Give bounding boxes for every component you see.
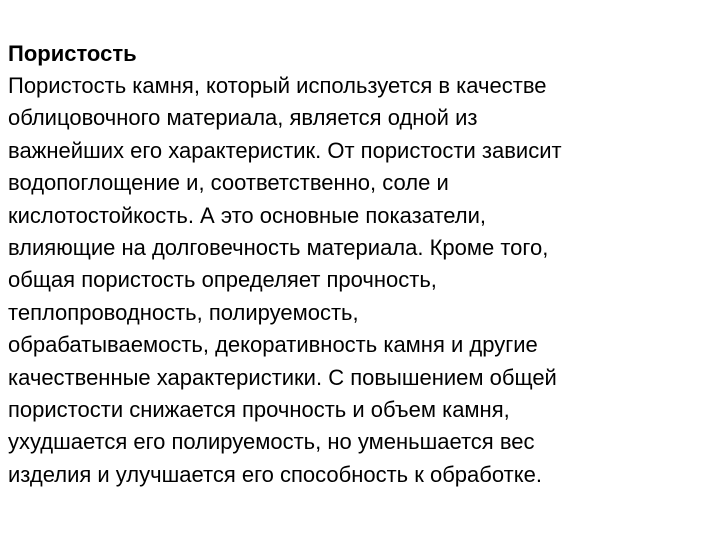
- body-line: облицовочного материала, является одной из: [8, 105, 478, 131]
- body-line: теплопроводность, полируемость,: [8, 299, 359, 325]
- body-line: обрабатываемость, декоративность камня и другие: [8, 332, 538, 358]
- body-line: ухудшается его полируемость, но уменьшается вес: [8, 429, 535, 455]
- body-line: пористости снижается прочность и объем камня,: [8, 397, 510, 423]
- body-line: влияющие на долговечность материала. Кроме того,: [8, 235, 549, 261]
- body-line: общая пористость определяет прочность,: [8, 267, 437, 293]
- body-line: кислотостойкость. А это основные показатели,: [8, 202, 487, 228]
- body-line: водопоглощение и, соответственно, соле и: [8, 170, 449, 196]
- body-line: Пористость камня, который используется в качестве: [8, 73, 547, 98]
- slide-title: Пористость: [8, 41, 137, 66]
- body-line: качественные характеристики. С повышением общей: [8, 364, 557, 390]
- slide-body: [8, 70, 714, 491]
- slide-content: [8, 38, 714, 491]
- body-line: важнейших его характеристик. От пористости зависит: [8, 137, 562, 163]
- body-line: изделия и улучшается его способность к обработке.: [8, 461, 542, 487]
